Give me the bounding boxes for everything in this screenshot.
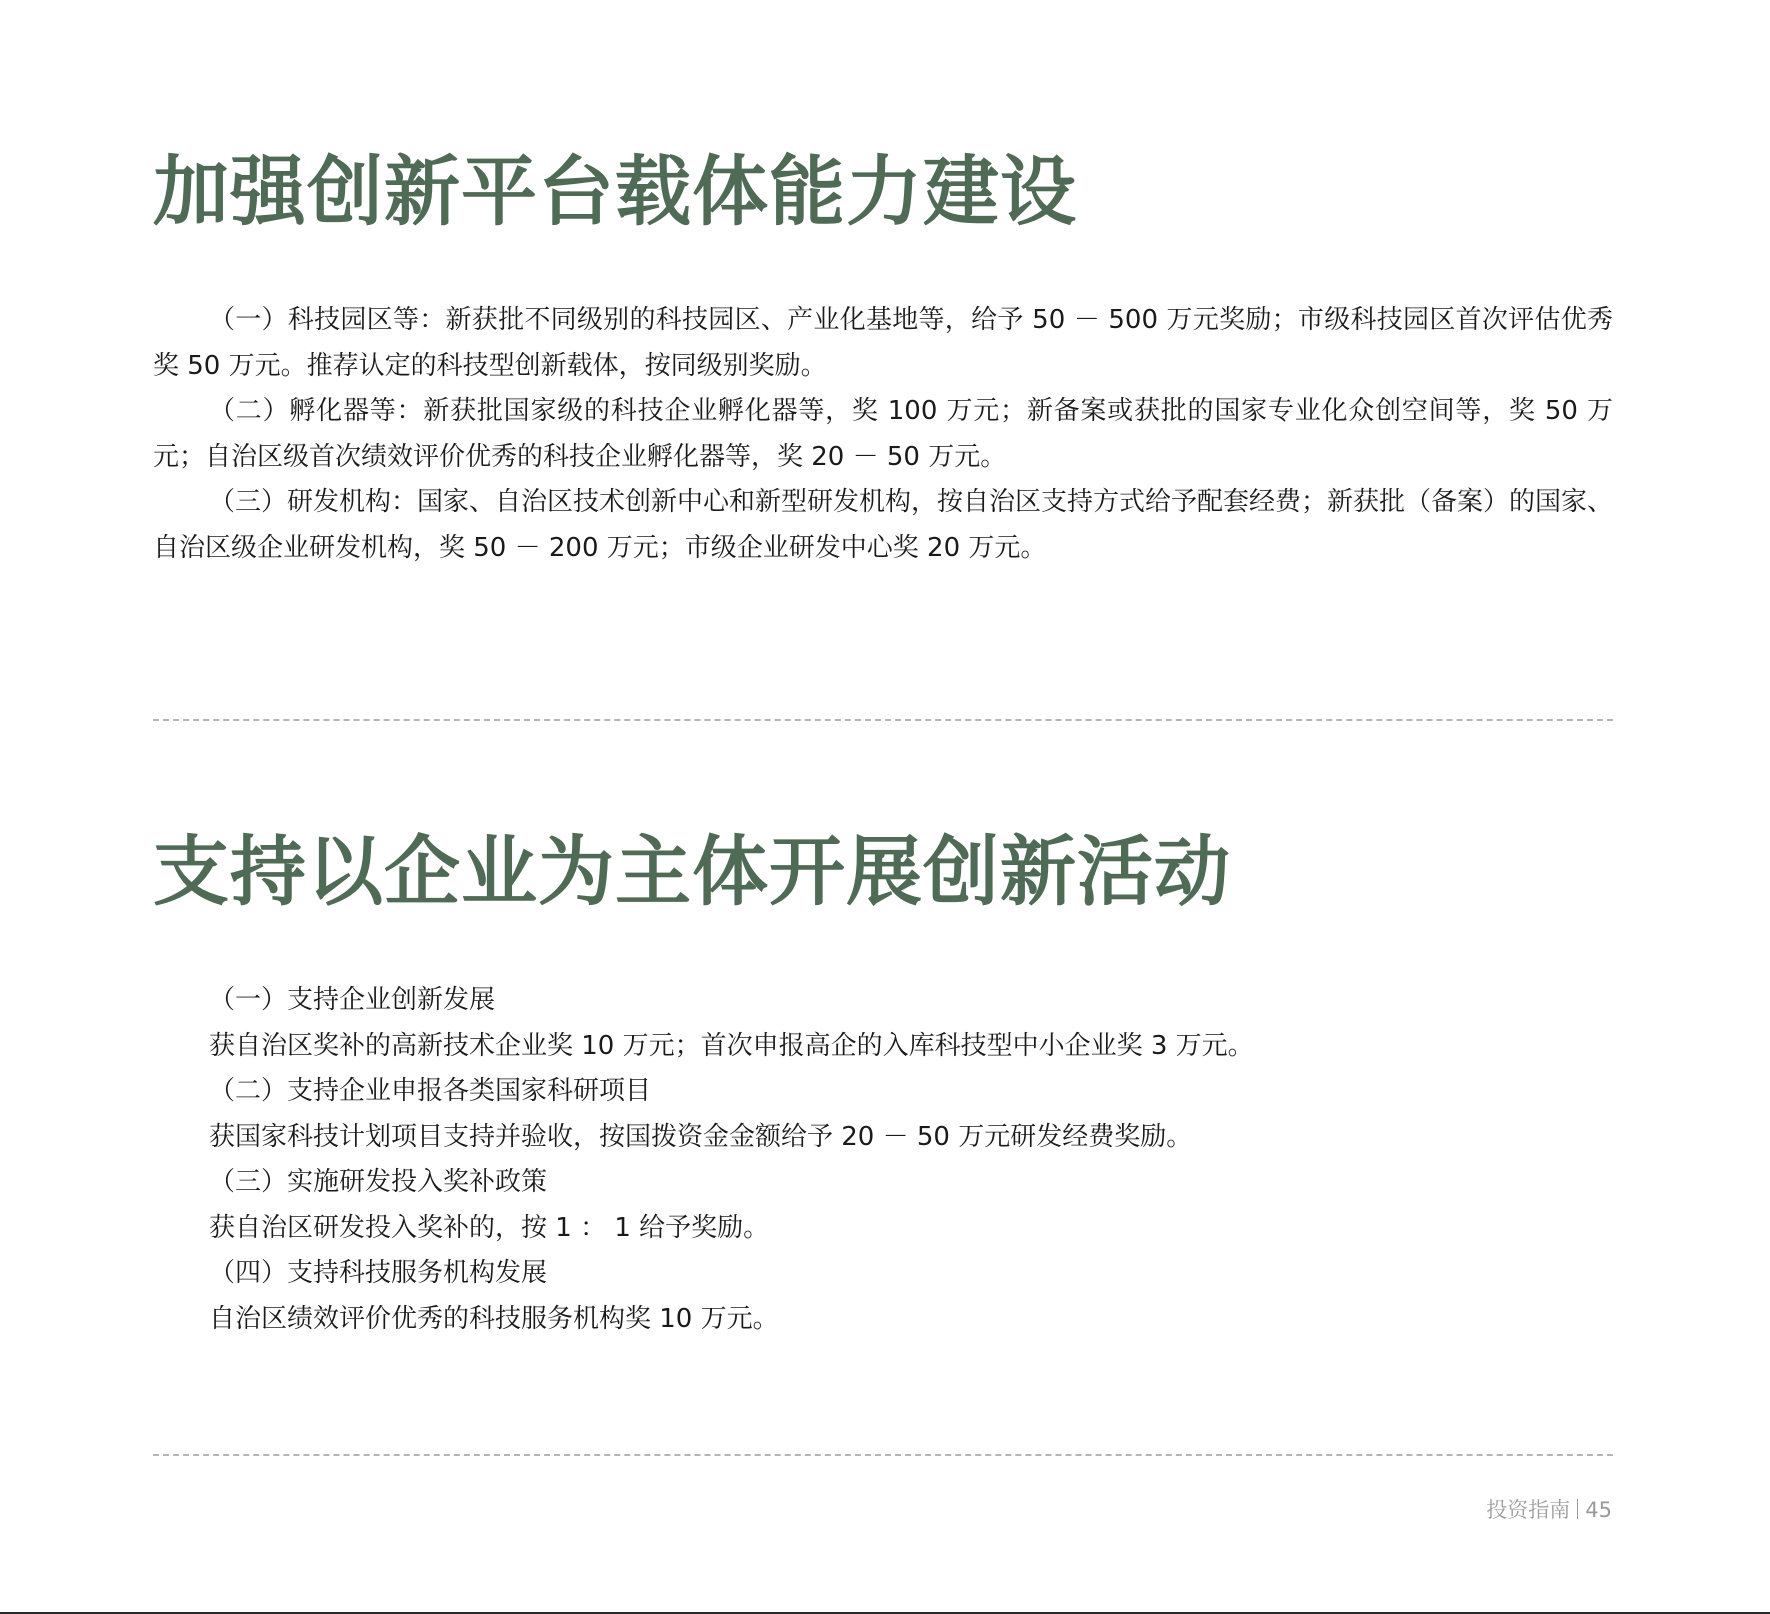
paragraph-science-parks: （一）科技园区等：新获批不同级别的科技园区、产业化基地等，给予 50 － 500 万元奖励；市级科技园区首次评估优秀奖 50 万元。推荐认定的科技型创新载体，按同级别奖励。 bbox=[153, 305, 1613, 381]
footer-label: 投资指南 bbox=[1486, 1498, 1571, 1522]
item-heading: （一）支持企业创新发展 bbox=[209, 985, 496, 1015]
item-heading: （三）实施研发投入奖补政策 bbox=[209, 1167, 548, 1197]
item-text: 获自治区研发投入奖补的，按 1 ： 1 给予奖励。 bbox=[209, 1212, 770, 1243]
section-title-platform: 加强创新平台载体能力建设 bbox=[153, 147, 1077, 236]
dashed-divider bbox=[153, 1454, 1613, 1456]
item-text: 自治区绩效评价优秀的科技服务机构奖 10 万元。 bbox=[209, 1303, 779, 1334]
item-text: 获国家科技计划项目支持并验收，按国拨资金金额给予 20 － 50 万元研发经费奖励。 bbox=[209, 1121, 1193, 1152]
paragraph-research-institutions: （三）研发机构：国家、自治区技术创新中心和新型研发机构，按自治区支持方式给予配套经费；新获批（备案）的国家、自治区级企业研发机构，奖 50 － 200 万元；市级企业研发中心奖 20 万元。 bbox=[153, 487, 1614, 563]
page-number: 45 bbox=[1585, 1498, 1612, 1522]
dashed-divider bbox=[153, 719, 1613, 721]
paragraph-incubators: （二）孵化器等：新获批国家级的科技企业孵化器等，奖 100 万元；新备案或获批的国家专业化众创空间等，奖 50 万元；自治区级首次绩效评价优秀的科技企业孵化器等，奖 20 － 50 万元。 bbox=[153, 396, 1613, 472]
item-heading: （四）支持科技服务机构发展 bbox=[209, 1258, 548, 1288]
section-body-platform bbox=[153, 298, 1613, 571]
section-title-enterprise: 支持以企业为主体开展创新活动 bbox=[153, 827, 1231, 916]
section-body-enterprise bbox=[209, 978, 1609, 1342]
footer-separator bbox=[1577, 1499, 1578, 1519]
item-heading: （二）支持企业申报各类国家科研项目 bbox=[209, 1076, 652, 1106]
page-footer bbox=[1486, 1494, 1612, 1524]
item-text: 获自治区奖补的高新技术企业奖 10 万元；首次申报高企的入库科技型中小企业奖 3 万元。 bbox=[209, 1030, 1254, 1061]
